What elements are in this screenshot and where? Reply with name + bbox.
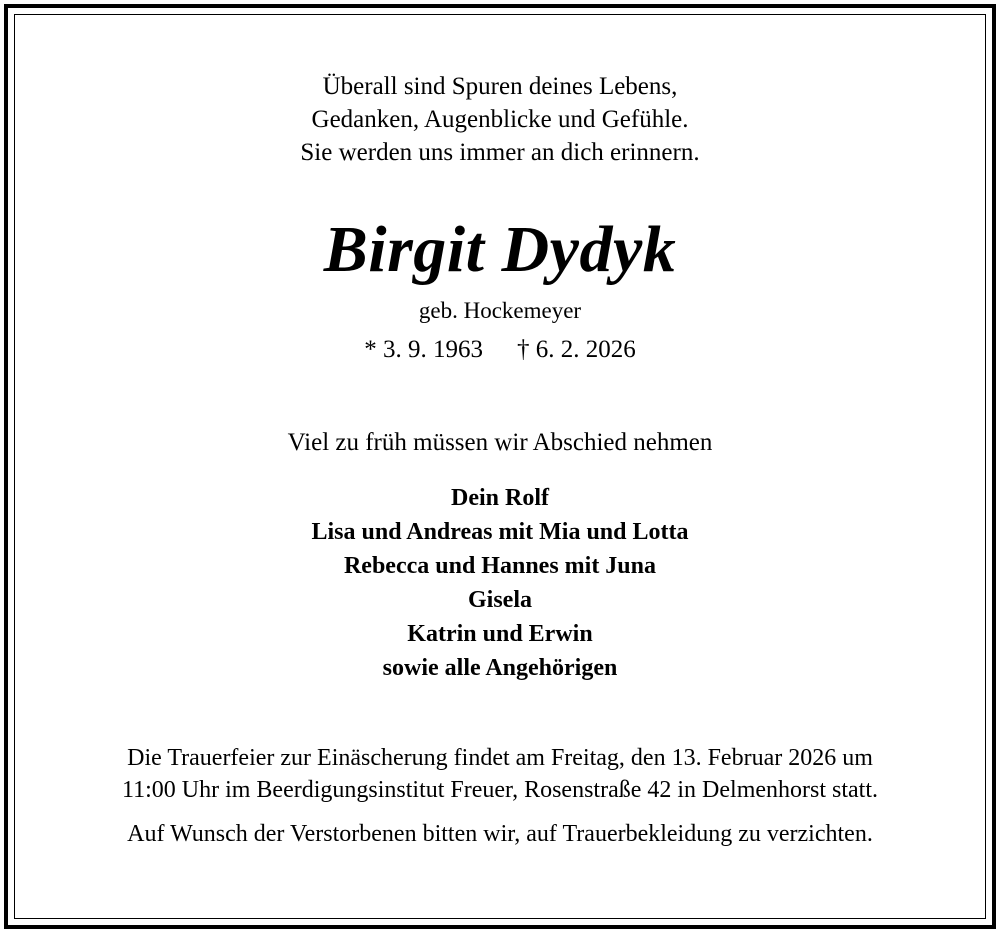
mourners-list	[0, 481, 1000, 685]
motto-line: Gedanken, Augenblicke und Gefühle.	[311, 106, 689, 133]
deceased-name: Birgit Dydyk	[323, 213, 677, 286]
motto-line: Überall sind Spuren deines Lebens,	[322, 73, 678, 100]
ceremony-line: Die Trauerfeier zur Einäscherung findet am Freitag, den 13. Februar 2026 um	[127, 745, 873, 771]
ceremony-line: 11:00 Uhr im Beerdigungsinstitut Freuer, Rosenstraße 42 in Delmenhorst statt.	[121, 777, 879, 803]
life-dates	[0, 334, 1000, 366]
mourner-line: sowie alle Angehörigen	[382, 655, 618, 681]
mourner-line: Gisela	[468, 587, 532, 613]
attire-wish: Auf Wunsch der Verstorbenen bitten wir, auf Trauerbekleidung zu verzichten.	[127, 821, 873, 847]
birth-name: geb. Hockemeyer	[418, 298, 582, 323]
mourner-line: Rebecca und Hannes mit Juna	[343, 553, 657, 579]
motto-line: Sie werden uns immer an dich erinnern.	[300, 139, 700, 166]
motto-verse	[0, 70, 1000, 169]
ceremony-info	[0, 742, 1000, 806]
mourner-line: Dein Rolf	[451, 485, 549, 511]
death-date: † 6. 2. 2026	[517, 336, 636, 363]
farewell-text: Viel zu früh müssen wir Abschied nehmen	[287, 429, 713, 456]
birth-date: * 3. 9. 1963	[364, 336, 483, 363]
mourner-line: Lisa und Andreas mit Mia und Lotta	[311, 519, 689, 545]
mourner-line: Katrin und Erwin	[407, 621, 593, 647]
